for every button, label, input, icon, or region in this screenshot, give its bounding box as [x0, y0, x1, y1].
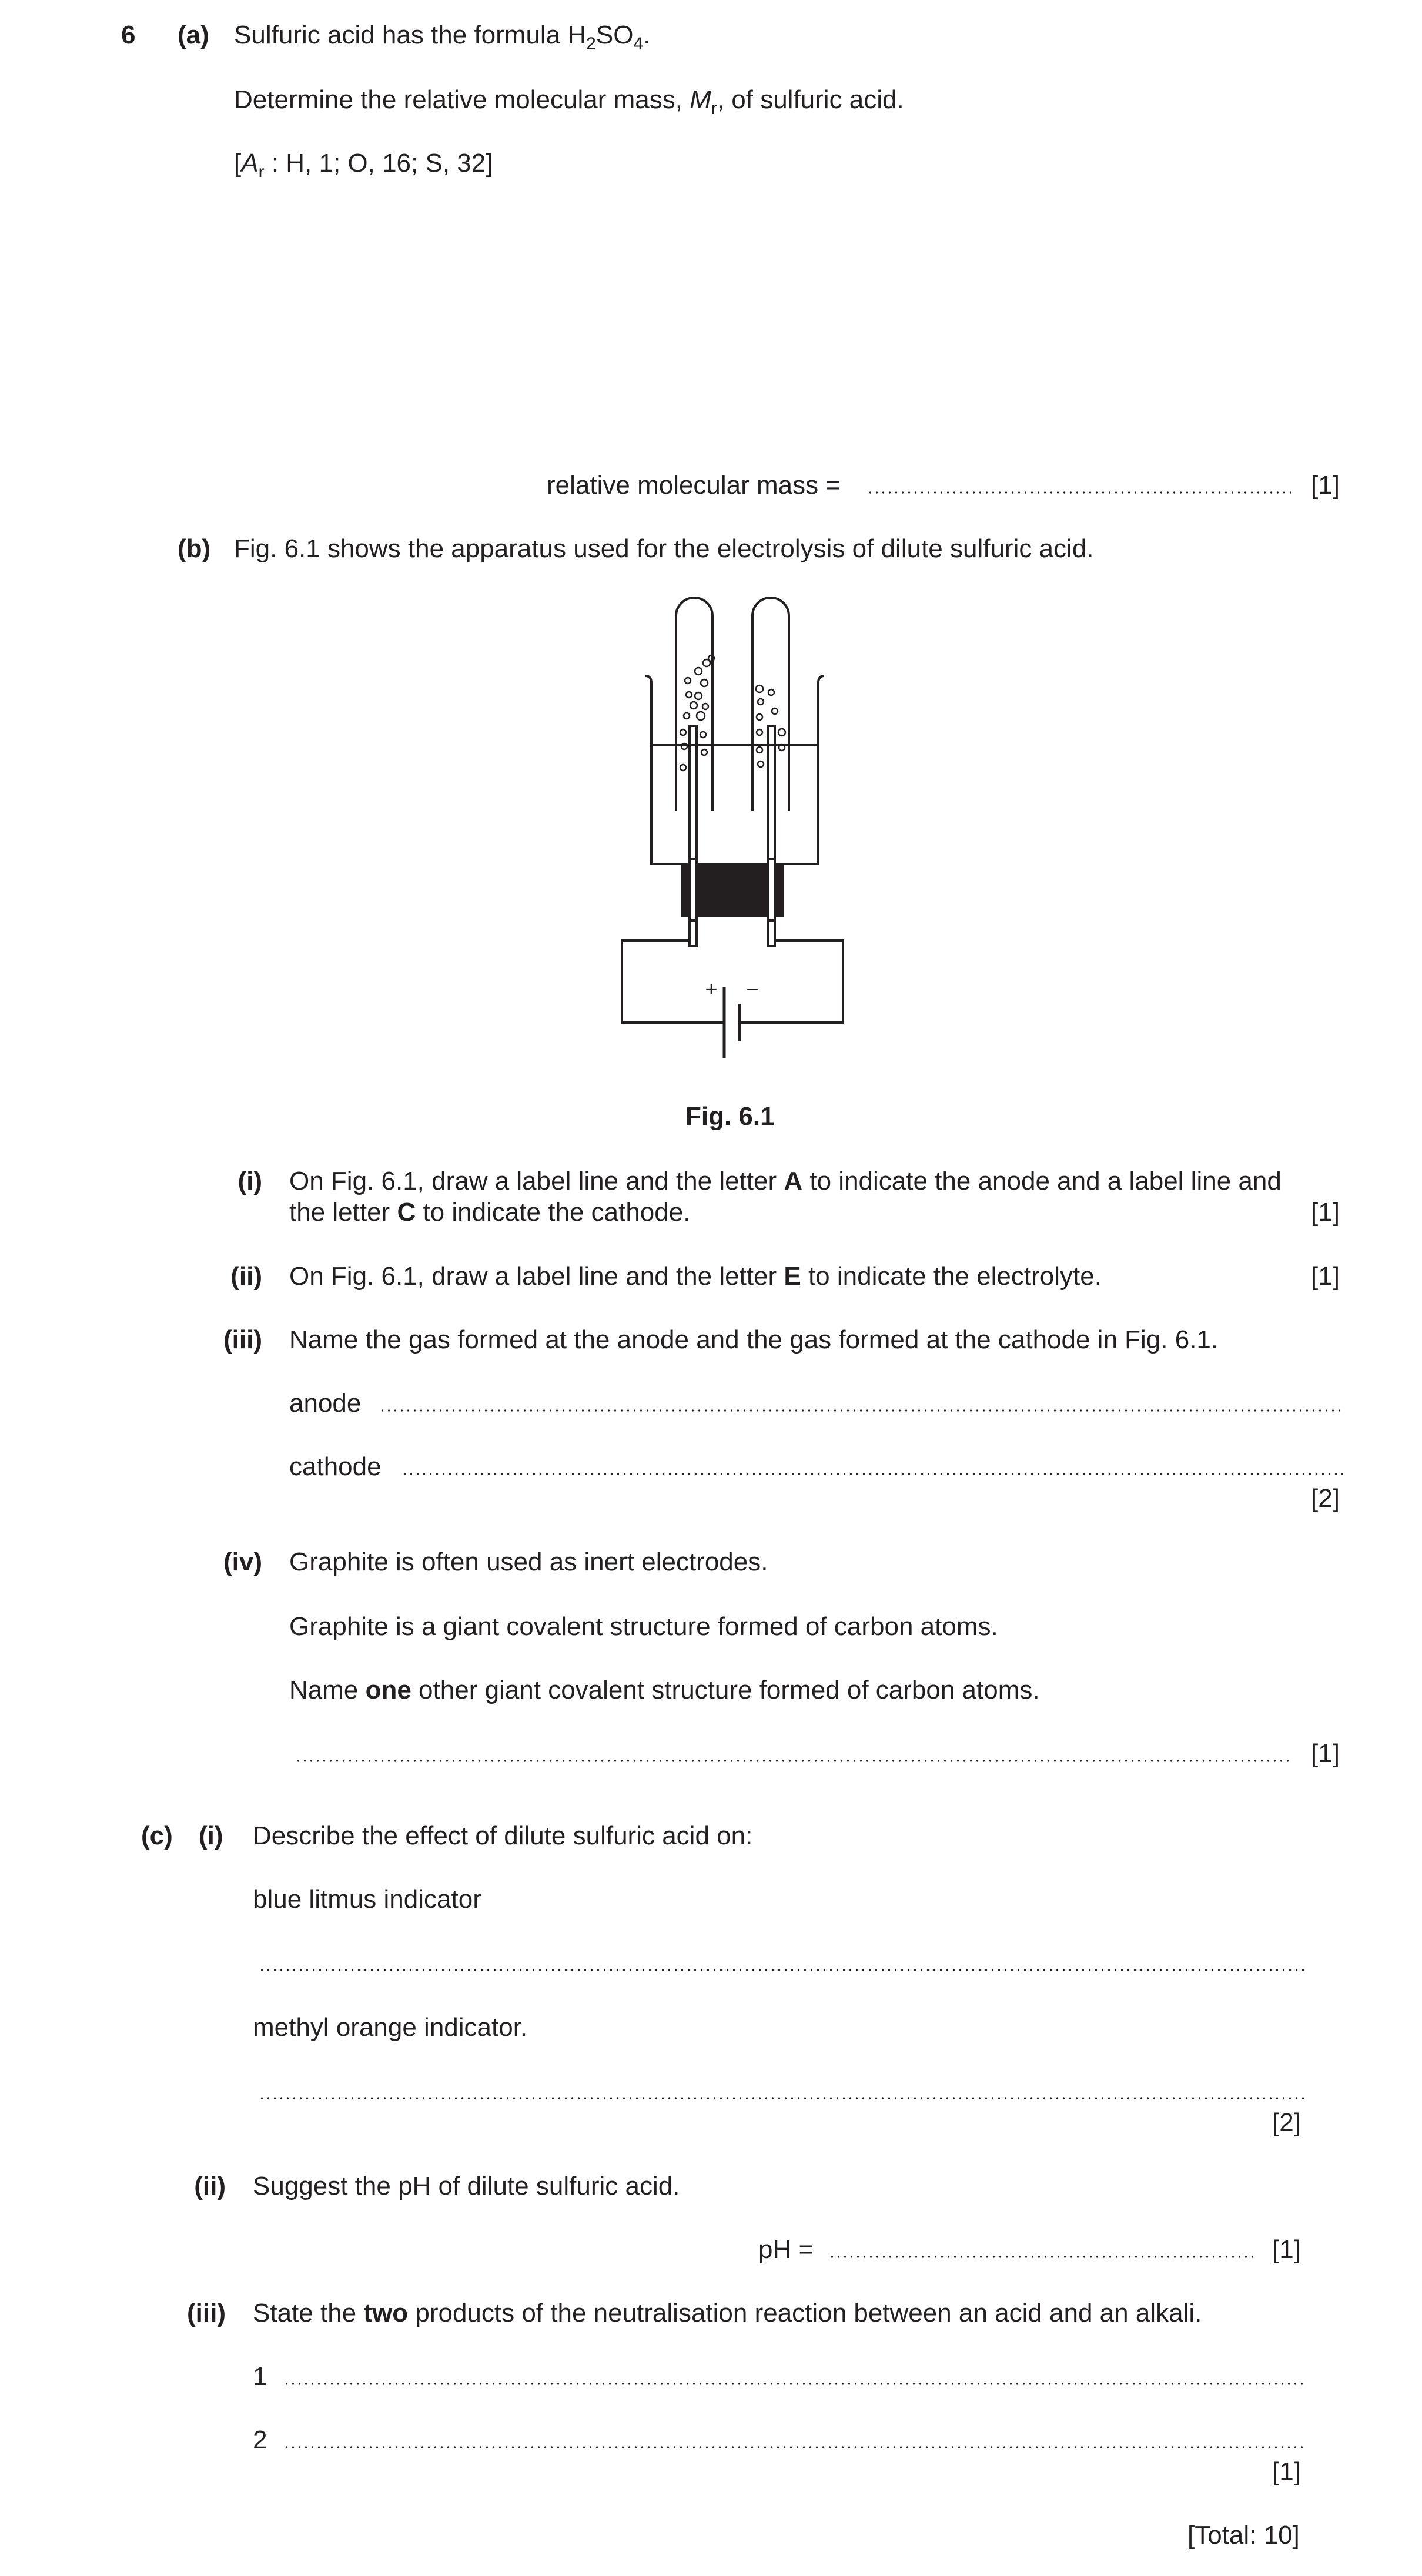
part-a-label: (a): [178, 21, 209, 49]
part-b-i-text-line1: On Fig. 6.1, draw a label line and the letter A to indicate the anode and a label line and: [289, 1167, 1282, 1195]
ph-answer-label: pH =: [758, 2235, 814, 2264]
anode-answer-line[interactable]: [379, 1409, 1343, 1412]
cathode-answer-label: cathode: [289, 1452, 382, 1481]
cathode-test-tube: [752, 598, 789, 811]
part-b-i-label: (i): [237, 1167, 262, 1195]
product-2-number: 2: [253, 2426, 267, 2454]
part-b-iv-line1: Graphite is often used as inert electrodes.: [289, 1547, 768, 1576]
part-c-i-text: Describe the effect of dilute sulfuric acid on:: [253, 1821, 753, 1850]
part-b-ii-text: On Fig. 6.1, draw a label line and the letter E to indicate the electrolyte.: [289, 1262, 1102, 1291]
product-1-answer-line[interactable]: [283, 2383, 1304, 2385]
part-b-i-marks: [1]: [1311, 1198, 1340, 1227]
part-c-iii-marks: [1]: [1272, 2457, 1301, 2486]
electrolysis-apparatus-figure[interactable]: [605, 582, 876, 1087]
part-c-iii-label: (iii): [187, 2299, 226, 2327]
part-b-iii-text: Name the gas formed at the anode and the gas formed at the cathode in Fig. 6.1.: [289, 1325, 1219, 1354]
part-b-iv-line2: Graphite is a giant covalent structure formed of carbon atoms.: [289, 1612, 998, 1641]
part-b-iv-line3: Name one other giant covalent structure formed of carbon atoms.: [289, 1676, 1040, 1704]
beaker: [645, 676, 824, 864]
part-a-atomic-masses: [$A_r$ : H, 1; O, 16; S, 32]: [234, 149, 493, 182]
part-c-iii-text: State the two products of the neutralisation reaction between an acid and an alkali.: [253, 2299, 1202, 2327]
ph-answer-line[interactable]: [829, 2256, 1257, 2258]
part-b-iii-label: (iii): [223, 1325, 262, 1354]
part-a-formula-text: Sulfuric acid has the formula $H_2SO_4$.: [234, 21, 651, 53]
part-c-ii-text: Suggest the pH of dilute sulfuric acid.: [253, 2172, 680, 2200]
figure-caption: Fig. 6.1: [685, 1102, 775, 1131]
rmm-answer-line[interactable]: [867, 491, 1293, 494]
part-b-ii-marks: [1]: [1311, 1262, 1340, 1291]
cathode-answer-line[interactable]: [401, 1473, 1343, 1475]
part-b-ii-label: (ii): [230, 1262, 262, 1291]
part-c-ii-marks: [1]: [1272, 2235, 1301, 2264]
part-a-marks: [1]: [1311, 471, 1340, 500]
part-b-intro: Fig. 6.1 shows the apparatus used for the electrolysis of dilute sulfuric acid.: [234, 534, 1094, 563]
methyl-orange-label: methyl orange indicator.: [253, 2013, 528, 2042]
part-b-iv-label: (iv): [223, 1547, 262, 1576]
part-c-i-marks: [2]: [1272, 2108, 1301, 2137]
part-a-instruction: Determine the relative molecular mass, $M_r$, of sulfuric acid.: [234, 85, 904, 118]
methyl-orange-answer-line[interactable]: [259, 2097, 1304, 2099]
part-b-iv-answer-line[interactable]: [295, 1760, 1293, 1762]
part-b-label: (b): [178, 534, 211, 563]
product-2-answer-line[interactable]: [283, 2446, 1304, 2448]
cell-minus-label: –: [746, 976, 759, 1000]
blue-litmus-label: blue litmus indicator: [253, 1885, 481, 1914]
product-1-number: 1: [253, 2362, 267, 2391]
part-c-i-label: (i): [199, 1821, 223, 1850]
part-c-ii-label: (ii): [194, 2172, 226, 2200]
anode-answer-label: anode: [289, 1389, 362, 1418]
blue-litmus-answer-line[interactable]: [259, 1969, 1304, 1971]
question-number: 6: [121, 21, 136, 49]
part-c-label: (c): [141, 1821, 173, 1850]
part-b-iv-marks: [1]: [1311, 1739, 1340, 1768]
rmm-answer-label: relative molecular mass =: [547, 471, 841, 500]
cell-plus-label: +: [705, 977, 718, 1001]
part-b-i-text-line2: the letter C to indicate the cathode.: [289, 1198, 691, 1227]
total-marks: [Total: 10]: [1187, 2521, 1300, 2550]
part-b-iii-marks: [2]: [1311, 1484, 1340, 1513]
